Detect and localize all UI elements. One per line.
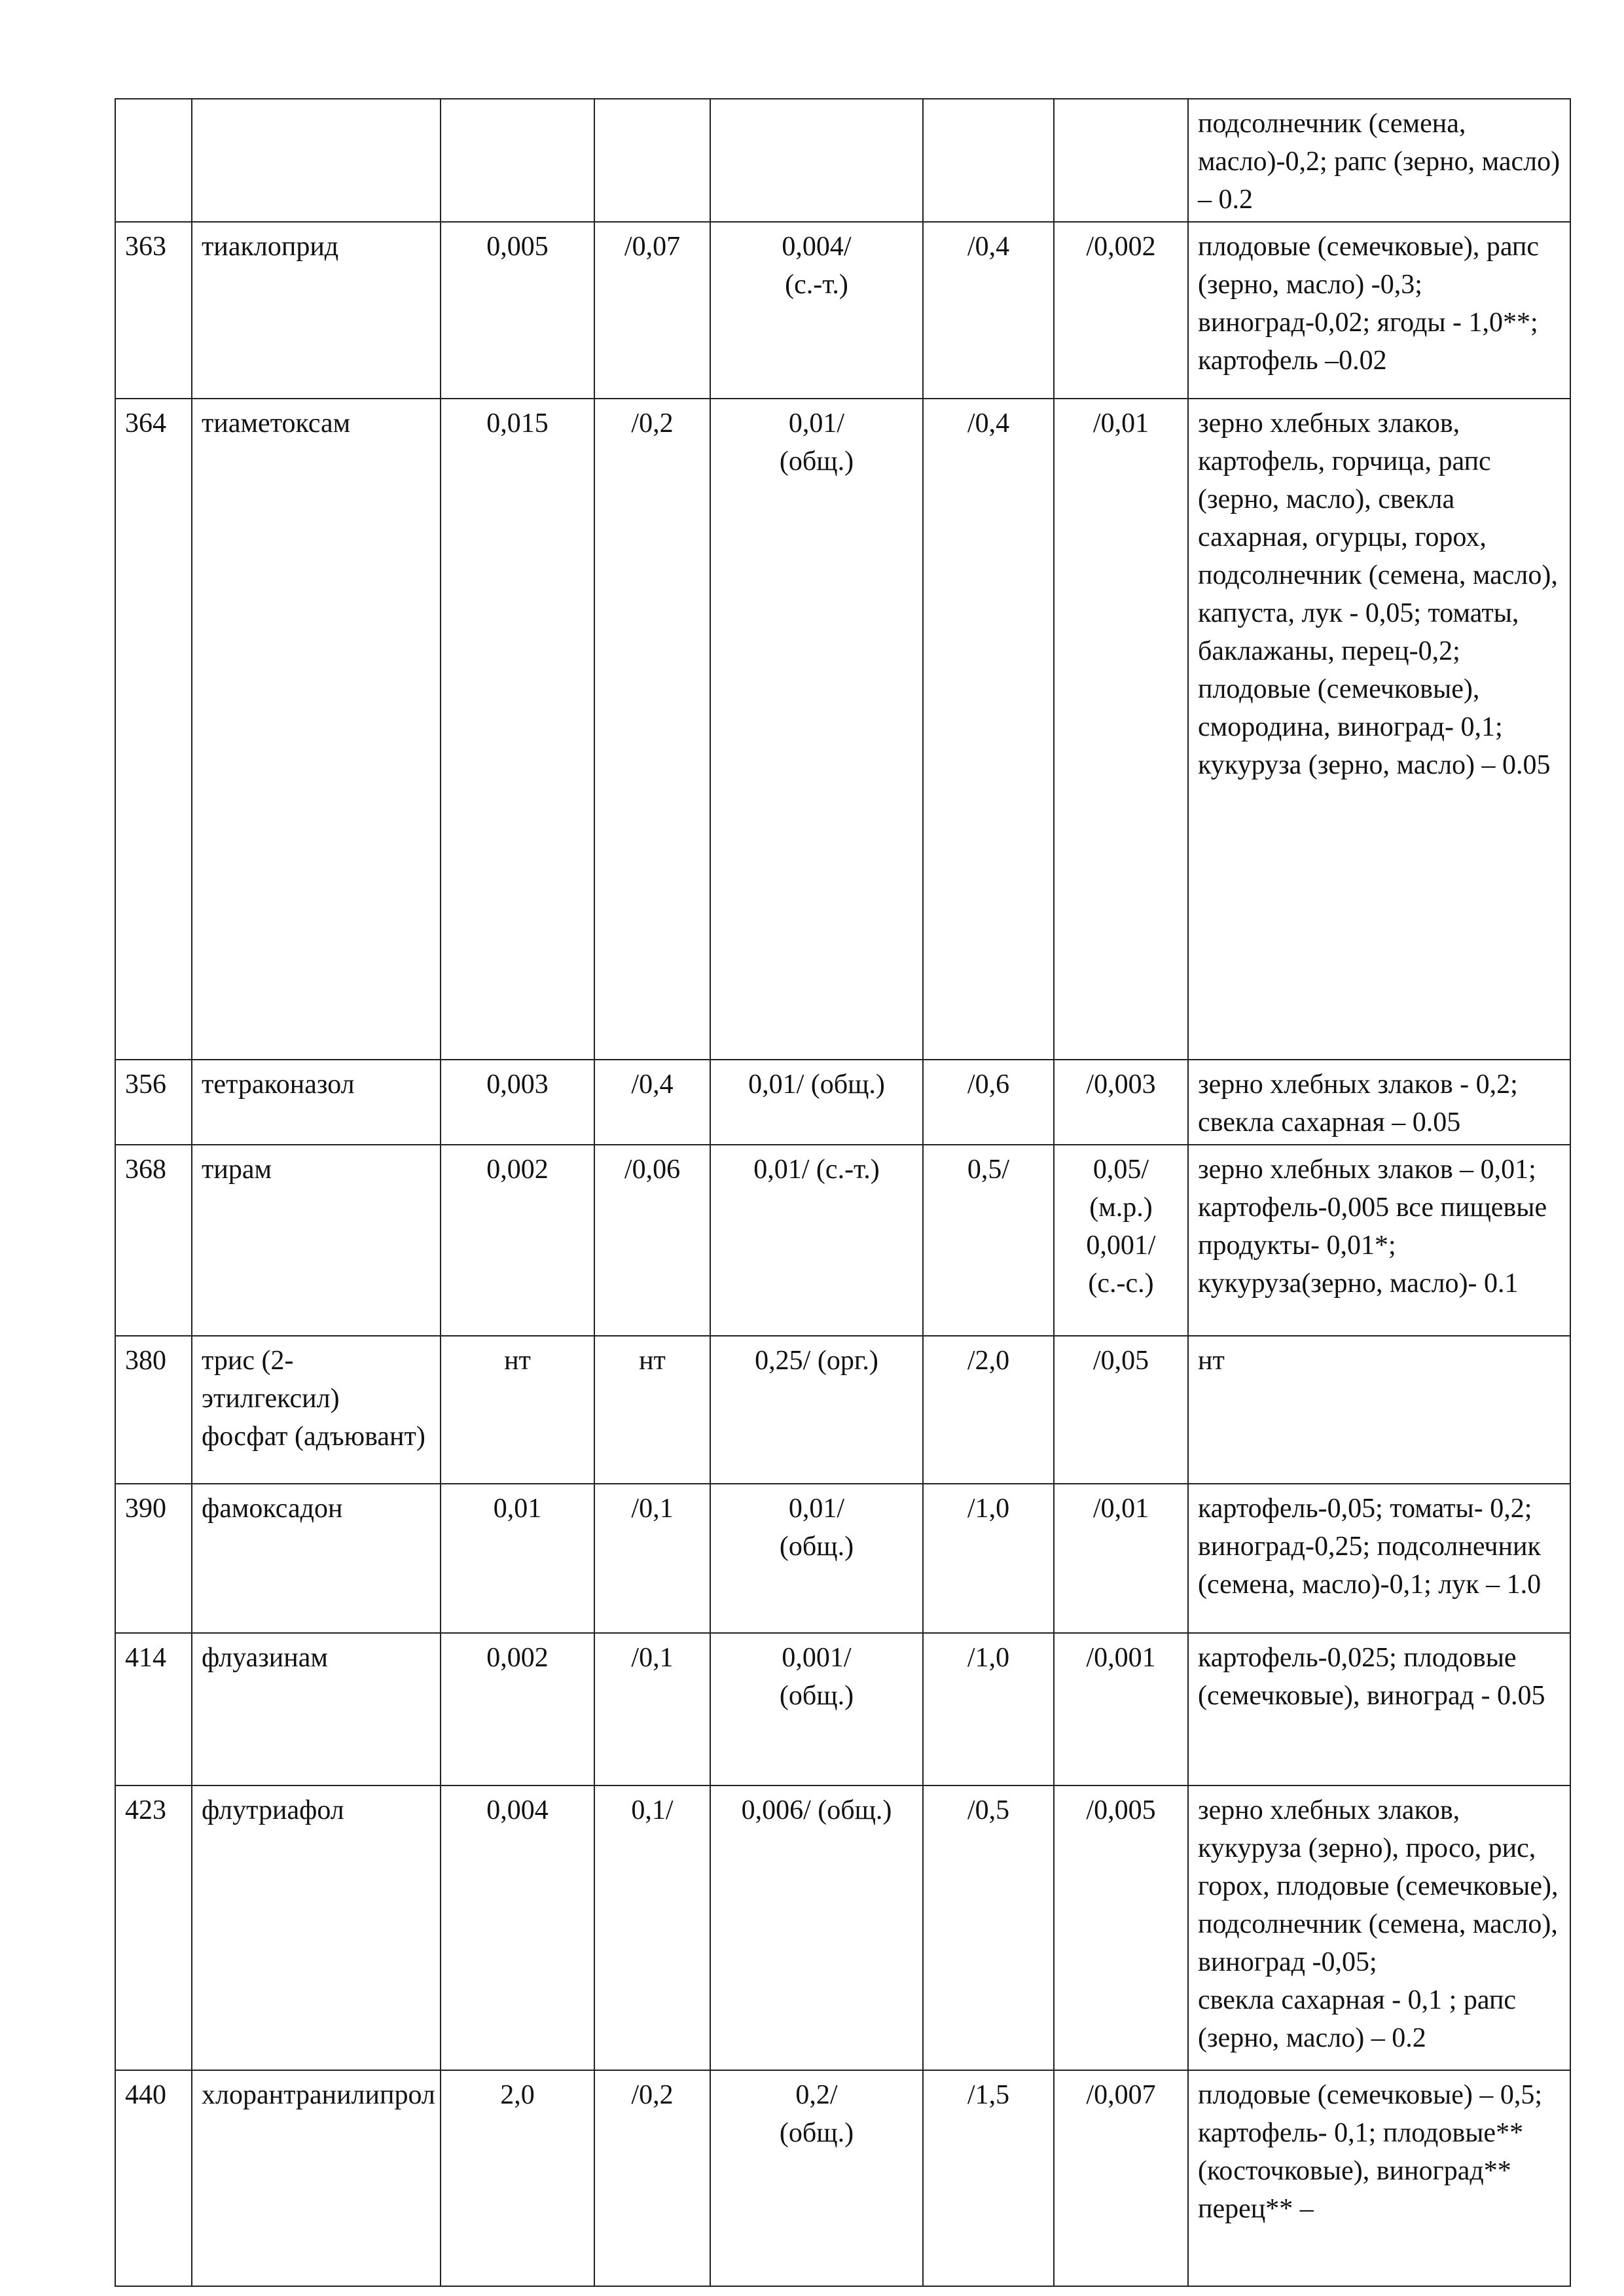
value-col-3: 0,01/ (общ.) — [748, 1069, 885, 1100]
value-col-3-cell — [710, 1060, 923, 1145]
value-col-2: /0,1 — [631, 1494, 674, 1524]
substance-name: тирам — [202, 1155, 272, 1185]
table-row — [115, 222, 1570, 399]
substance-name: тиаметоксам — [202, 408, 351, 439]
table-row — [115, 399, 1570, 1060]
value-col-1-cell — [441, 222, 594, 399]
substance-name-cell — [192, 1336, 441, 1484]
value-col-4: /1,5 — [967, 2080, 1010, 2110]
value-col-5-cell — [1054, 1060, 1188, 1145]
value-col-1-cell — [441, 2070, 594, 2286]
products-limits: зерно хлебных злаков, кукуруза (зерно), просо, рис, горох, плодовые (семечковые), подсолнечник (семена, масло), виноград -0,05; свекла сахарная - 0,1 ; рапс (зерно, масло) – 0.2 — [1198, 1795, 1559, 2053]
products-limits-cell — [1188, 222, 1570, 399]
row-number: 440 — [125, 2080, 166, 2110]
row-number: 363 — [125, 232, 166, 262]
value-col-4: /0,6 — [967, 1069, 1010, 1100]
table-body — [115, 99, 1570, 2286]
value-col-2-cell — [594, 1145, 710, 1336]
value-col-4: /0,4 — [967, 232, 1010, 262]
value-col-4: /1,0 — [967, 1494, 1010, 1524]
pesticide-regulation-table — [115, 98, 1571, 2287]
value-col-4-cell — [923, 1785, 1054, 2070]
value-col-1-cell — [441, 1633, 594, 1785]
value-col-5-cell — [1054, 1785, 1188, 2070]
table-row — [115, 1633, 1570, 1785]
value-col-2-cell — [594, 1060, 710, 1145]
value-col-4-cell — [923, 2070, 1054, 2286]
row-number-cell — [115, 1484, 192, 1633]
value-col-4: /0,5 — [967, 1795, 1010, 1825]
value-col-5: /0,05 — [1092, 1346, 1149, 1376]
products-limits-cell — [1188, 399, 1570, 1060]
value-col-1-cell — [441, 1336, 594, 1484]
row-number-cell — [115, 1145, 192, 1336]
products-limits-cell — [1188, 1336, 1570, 1484]
value-col-1: 0,015 — [486, 408, 549, 439]
value-col-2-cell — [594, 1336, 710, 1484]
row-number-cell — [115, 1633, 192, 1785]
row-number: 380 — [125, 1346, 166, 1376]
value-col-3: 0,01/ (общ.) — [779, 1494, 854, 1562]
substance-name-cell — [192, 1145, 441, 1336]
row-number-cell — [115, 2070, 192, 2286]
table-row — [115, 1145, 1570, 1336]
value-col-5: /0,007 — [1086, 2080, 1156, 2110]
products-limits-cell — [1188, 99, 1570, 222]
value-col-5-cell — [1054, 99, 1188, 222]
value-col-5-cell — [1054, 1633, 1188, 1785]
value-col-4-cell — [923, 99, 1054, 222]
value-col-5: /0,01 — [1092, 408, 1149, 439]
row-number-cell — [115, 399, 192, 1060]
row-number: 390 — [125, 1494, 166, 1524]
products-limits-cell — [1188, 1145, 1570, 1336]
row-number: 368 — [125, 1155, 166, 1185]
products-limits: картофель-0,025; плодовые (семечковые), виноград - 0.05 — [1198, 1643, 1545, 1711]
row-number: 364 — [125, 408, 166, 439]
value-col-5: /0,003 — [1086, 1069, 1156, 1100]
value-col-3: 0,006/ (общ.) — [741, 1795, 892, 1825]
products-limits-cell — [1188, 1060, 1570, 1145]
value-col-4-cell — [923, 1060, 1054, 1145]
value-col-5: /0,002 — [1086, 232, 1156, 262]
products-limits: картофель-0,05; томаты- 0,2; виноград-0,25; подсолнечник (семена, масло)-0,1; лук – 1.0 — [1198, 1494, 1542, 1600]
value-col-2: /0,4 — [631, 1069, 674, 1100]
value-col-2-cell — [594, 1484, 710, 1633]
row-number-cell — [115, 1785, 192, 2070]
value-col-2-cell — [594, 222, 710, 399]
value-col-3-cell — [710, 222, 923, 399]
products-limits: плодовые (семечковые), рапс (зерно, масло) -0,3; виноград-0,02; ягоды - 1,0**; картофель –0.02 — [1198, 232, 1540, 376]
value-col-3: 0,004/ (с.-т.) — [782, 232, 852, 300]
value-col-1: нт — [504, 1346, 531, 1376]
value-col-1-cell — [441, 1145, 594, 1336]
substance-name: фамоксадон — [202, 1494, 343, 1524]
value-col-4: 0,5/ — [967, 1155, 1010, 1185]
value-col-1: 0,003 — [486, 1069, 549, 1100]
substance-name-cell — [192, 2070, 441, 2286]
value-col-3-cell — [710, 1633, 923, 1785]
value-col-3-cell — [710, 1785, 923, 2070]
value-col-3-cell — [710, 1145, 923, 1336]
value-col-4-cell — [923, 1633, 1054, 1785]
products-limits: плодовые (семечковые) – 0,5; картофель- 0,1; плодовые** (косточковые), виноград** перец** – — [1198, 2080, 1542, 2224]
row-number-cell — [115, 99, 192, 222]
products-limits: зерно хлебных злаков, картофель, горчица, рапс (зерно, масло), свекла сахарная, огурцы, горох, подсолнечник (семена, масло), капуста, лук - 0,05; томаты, баклажаны, перец-0,2; плодовые (семечковые), смородина, виноград- 0,1; кукуруза (зерно, масло) – 0.05 — [1198, 408, 1558, 780]
value-col-2: /0,1 — [631, 1643, 674, 1673]
substance-name-cell — [192, 1060, 441, 1145]
value-col-3-cell — [710, 1484, 923, 1633]
substance-name-cell — [192, 399, 441, 1060]
value-col-5-cell — [1054, 222, 1188, 399]
row-number: 414 — [125, 1643, 166, 1673]
products-limits-cell — [1188, 1484, 1570, 1633]
value-col-5-cell — [1054, 399, 1188, 1060]
value-col-3: 0,2/ (общ.) — [779, 2080, 854, 2148]
row-number: 423 — [125, 1795, 166, 1825]
value-col-4-cell — [923, 1484, 1054, 1633]
substance-name-cell — [192, 1785, 441, 2070]
value-col-3-cell — [710, 2070, 923, 2286]
value-col-3: 0,25/ (орг.) — [755, 1346, 878, 1376]
value-col-2: /0,07 — [624, 232, 681, 262]
value-col-2: 0,1/ — [631, 1795, 674, 1825]
value-col-3-cell — [710, 1336, 923, 1484]
value-col-1-cell — [441, 1060, 594, 1145]
value-col-1-cell — [441, 1785, 594, 2070]
substance-name: флутриафол — [202, 1795, 344, 1825]
value-col-5: /0,001 — [1086, 1643, 1156, 1673]
value-col-5-cell — [1054, 1336, 1188, 1484]
row-number-cell — [115, 222, 192, 399]
value-col-3-cell — [710, 99, 923, 222]
value-col-3: 0,01/ (общ.) — [779, 408, 854, 476]
table-row — [115, 1336, 1570, 1484]
products-limits-cell — [1188, 1785, 1570, 2070]
value-col-1: 0,002 — [486, 1155, 549, 1185]
value-col-1-cell — [441, 1484, 594, 1633]
value-col-4-cell — [923, 1145, 1054, 1336]
value-col-2: нт — [639, 1346, 666, 1376]
value-col-4-cell — [923, 222, 1054, 399]
table-row — [115, 1484, 1570, 1633]
value-col-2: /0,2 — [631, 408, 674, 439]
products-limits-cell — [1188, 2070, 1570, 2286]
value-col-1: 0,004 — [486, 1795, 549, 1825]
value-col-5-cell — [1054, 2070, 1188, 2286]
value-col-1-cell — [441, 99, 594, 222]
table-row — [115, 1785, 1570, 2070]
value-col-2-cell — [594, 1633, 710, 1785]
products-limits: зерно хлебных злаков - 0,2; свекла сахарная – 0.05 — [1198, 1069, 1518, 1138]
value-col-4: /2,0 — [967, 1346, 1010, 1376]
value-col-5-cell — [1054, 1484, 1188, 1633]
value-col-2: /0,06 — [624, 1155, 681, 1185]
table-row — [115, 99, 1570, 222]
substance-name-cell — [192, 1484, 441, 1633]
row-number-cell — [115, 1336, 192, 1484]
row-number: 356 — [125, 1069, 166, 1100]
value-col-1: 0,002 — [486, 1643, 549, 1673]
substance-name-cell — [192, 99, 441, 222]
value-col-2-cell — [594, 1785, 710, 2070]
value-col-1: 0,01 — [493, 1494, 542, 1524]
substance-name: хлорантранилипрол — [202, 2080, 435, 2110]
value-col-3: 0,01/ (с.-т.) — [753, 1155, 880, 1185]
substance-name-cell — [192, 222, 441, 399]
value-col-5: /0,005 — [1086, 1795, 1156, 1825]
row-number-cell — [115, 1060, 192, 1145]
value-col-1: 0,005 — [486, 232, 549, 262]
value-col-5: /0,01 — [1092, 1494, 1149, 1524]
substance-name: тиаклоприд — [202, 232, 339, 262]
value-col-4-cell — [923, 399, 1054, 1060]
value-col-3: 0,001/ (общ.) — [779, 1643, 854, 1711]
value-col-2-cell — [594, 2070, 710, 2286]
value-col-2: /0,2 — [631, 2080, 674, 2110]
products-limits: подсолнечник (семена, масло)-0,2; рапс (зерно, масло) – 0.2 — [1198, 109, 1561, 215]
substance-name: трис (2-этилгексил) фосфат (адъювант) — [202, 1346, 425, 1452]
value-col-5: 0,05/ (м.р.) 0,001/ (с.-с.) — [1086, 1155, 1156, 1299]
value-col-1: 2,0 — [500, 2080, 535, 2110]
value-col-4: /0,4 — [967, 408, 1010, 439]
value-col-5-cell — [1054, 1145, 1188, 1336]
products-limits-cell — [1188, 1633, 1570, 1785]
value-col-3-cell — [710, 399, 923, 1060]
products-limits: нт — [1198, 1346, 1225, 1376]
table-row — [115, 2070, 1570, 2286]
value-col-2-cell — [594, 99, 710, 222]
value-col-4-cell — [923, 1336, 1054, 1484]
value-col-1-cell — [441, 399, 594, 1060]
substance-name: тетраконазол — [202, 1069, 355, 1100]
substance-name: флуазинам — [202, 1643, 328, 1673]
substance-name-cell — [192, 1633, 441, 1785]
value-col-2-cell — [594, 399, 710, 1060]
products-limits: зерно хлебных злаков – 0,01; картофель-0,005 все пищевые продукты- 0,01*; кукуруза(зерно, масло)- 0.1 — [1198, 1155, 1547, 1299]
value-col-4: /1,0 — [967, 1643, 1010, 1673]
table-row — [115, 1060, 1570, 1145]
